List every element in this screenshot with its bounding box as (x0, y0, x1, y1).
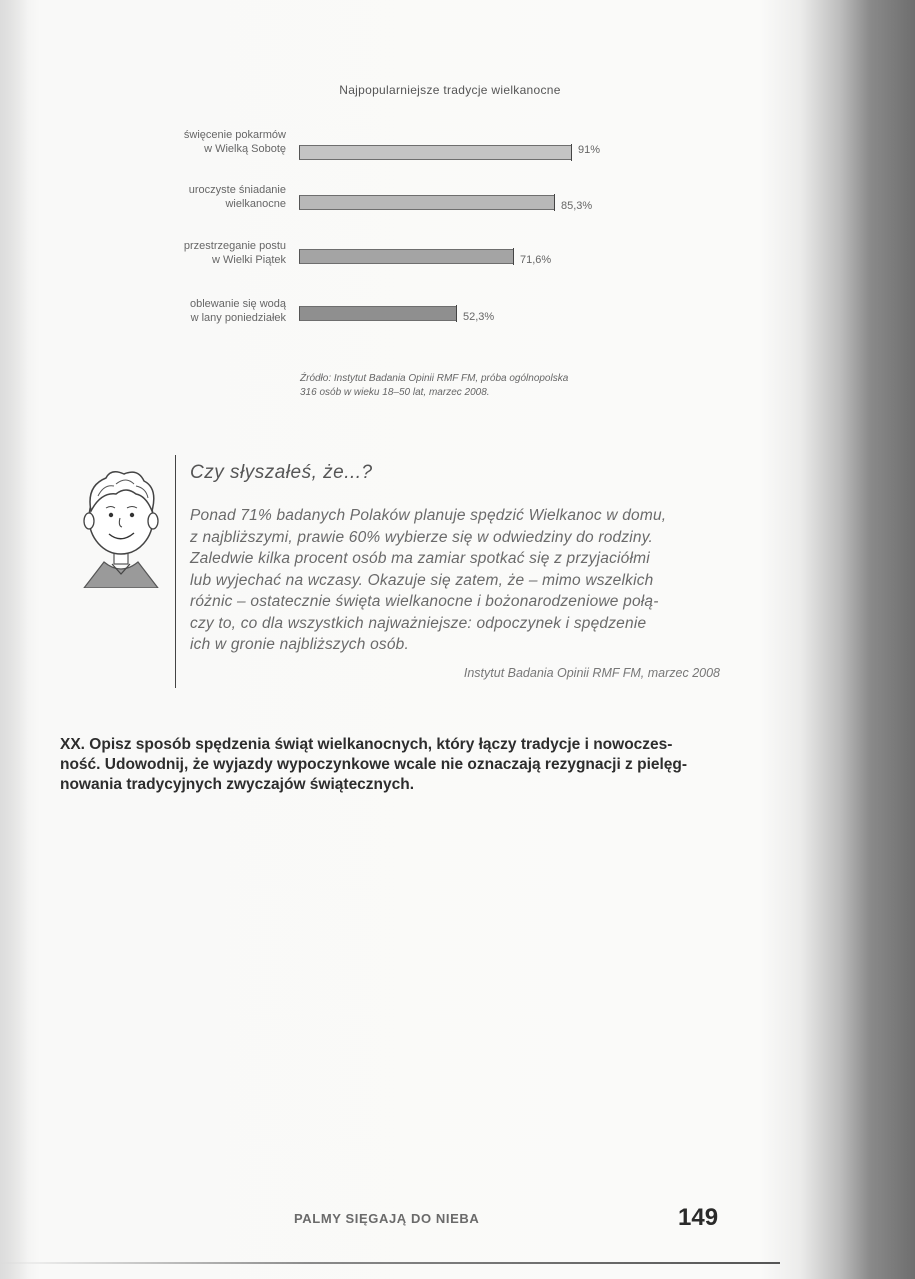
infobox-rule (175, 455, 176, 688)
category-label-line: w Wielki Piątek (212, 254, 286, 266)
boy-illustration-icon (76, 466, 166, 588)
footer-title: PALMY SIĘGAJĄ DO NIEBA (294, 1211, 480, 1226)
bar-value-label: 52,3% (463, 311, 495, 323)
bar-end-tick (571, 144, 572, 161)
infobox-title: Czy słyszałeś, że...? (190, 462, 373, 483)
chart-source (300, 372, 680, 400)
bar (299, 145, 571, 160)
source-line: 316 osób w wieku 18–50 lat, marzec 2008. (300, 387, 490, 398)
infobox-line: różnic – ostatecznie święta wielkanocne i bożonarodzeniowe połą- (190, 593, 659, 610)
bar-value-label: 91% (578, 144, 601, 156)
page-number: 149 (678, 1204, 719, 1231)
infobox-line: z najbliższymi, prawie 60% wybierze się w odwiedziny do rodziny. (190, 528, 654, 546)
category-label-line: w lany poniedziałek (190, 312, 286, 324)
category-label-line: przestrzeganie postu (183, 240, 286, 252)
task-text (60, 735, 760, 795)
task-line: nowania tradycyjnych zwyczajów świątecznych. (60, 776, 415, 793)
category-label (86, 128, 286, 156)
infobox-line: ich w gronie najbliższych osób. (190, 636, 409, 653)
infobox-line: czy to, co dla wszystkich najważniejsze: odpoczynek i spędzenie (190, 614, 647, 632)
infobox-line: Zaledwie kilka procent osób ma zamiar spotkać się z przyjaciółmi (190, 550, 650, 567)
bar-value-label: 85,3% (561, 200, 593, 212)
bar (299, 195, 554, 210)
category-label (86, 239, 286, 267)
bar-value-label: 71,6% (520, 254, 552, 266)
chart-title: Najpopularniejsze tradycje wielkanocne (339, 83, 561, 97)
bar-end-tick (456, 305, 457, 322)
category-label (86, 297, 286, 325)
category-label (86, 183, 286, 211)
infobox-body (190, 505, 720, 656)
page-gutter-shadow (0, 0, 28, 1279)
category-label-line: święcenie pokarmów (183, 129, 286, 141)
category-label-line: w Wielką Sobotę (204, 143, 286, 155)
task-line: XX. Opisz sposób spędzenia świąt wielkanocnych, który łączy tradycje i nowoczes- (60, 736, 673, 753)
bar (299, 249, 513, 264)
infobox-citation: Instytut Badania Opinii RMF FM, marzec 2008 (463, 666, 720, 680)
bar-end-tick (554, 194, 555, 211)
task-line: ność. Udowodnij, że wyjazdy wypoczynkowe wcale nie oznaczają rezygnacji z pielęg- (60, 756, 688, 773)
bar-end-tick (513, 248, 514, 265)
source-line: Źródło: Instytut Badania Opinii RMF FM, próba ogólnopolska (300, 373, 569, 384)
footer-rule (0, 1262, 780, 1264)
category-label-line: wielkanocne (225, 198, 286, 210)
infobox-line: lub wyjechać na wczasy. Okazuje się zatem, że – mimo wszelkich (190, 571, 654, 589)
infobox-line: Ponad 71% badanych Polaków planuje spędzić Wielkanoc w domu, (190, 507, 667, 524)
bar (299, 306, 456, 321)
category-label-line: oblewanie się wodą (189, 298, 286, 310)
category-label-line: uroczyste śniadanie (188, 184, 286, 196)
